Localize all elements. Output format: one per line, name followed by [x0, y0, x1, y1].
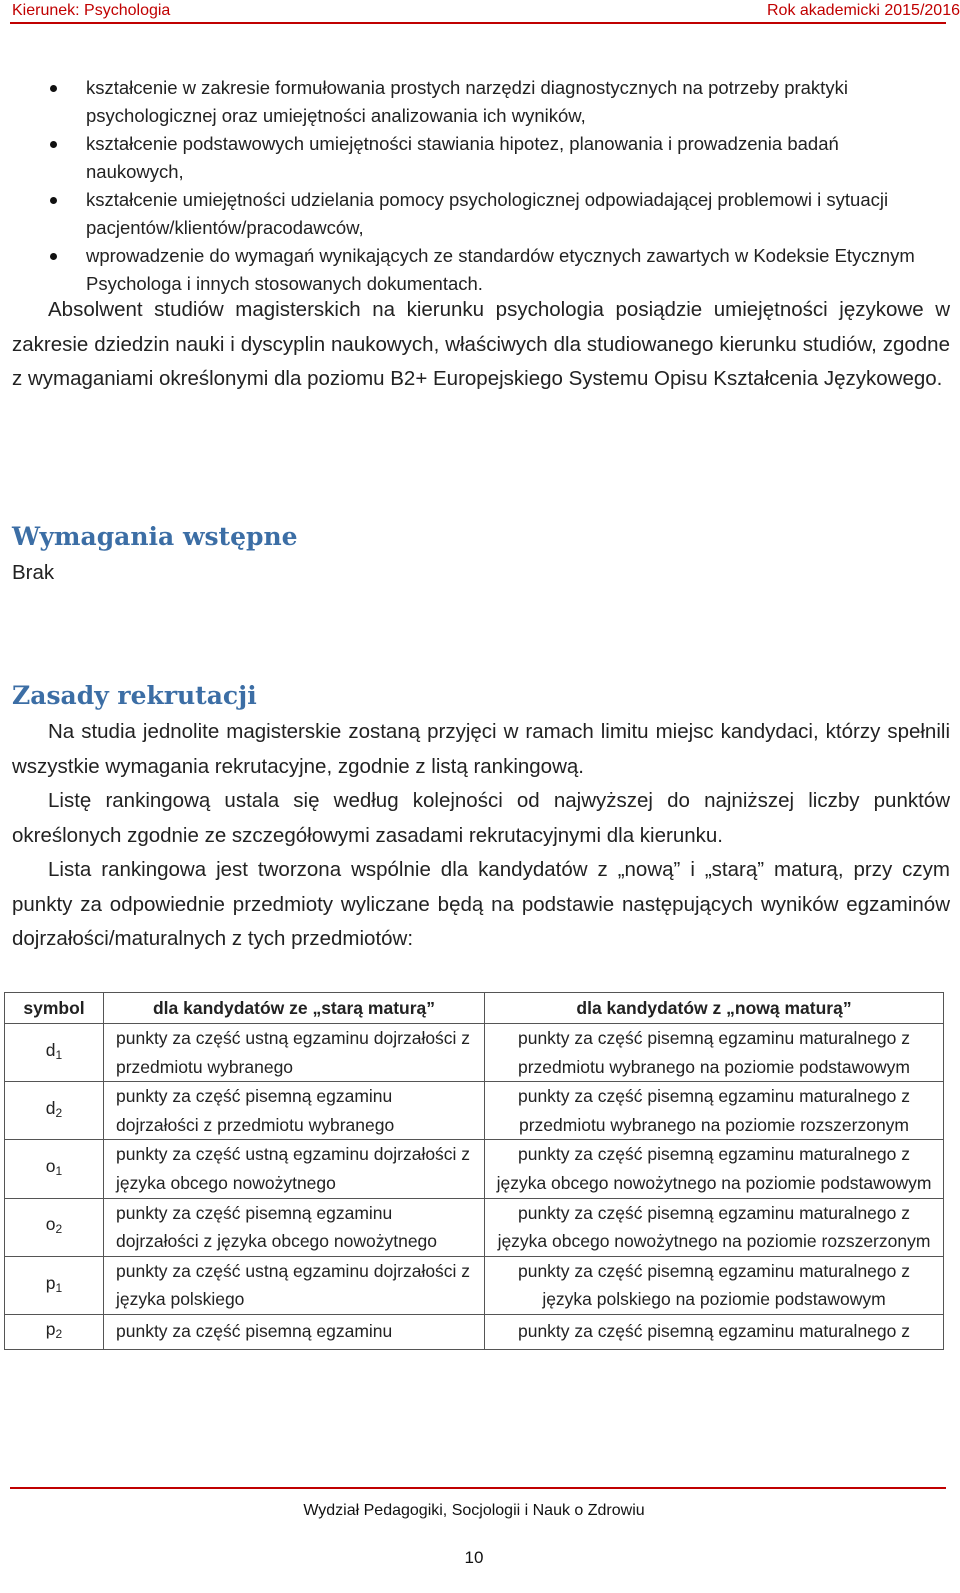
recruitment-paragraph-text: Lista rankingowa jest tworzona wspólnie dla kandydatów z „nową” i „starą” maturą, przy czym punkty za odpowiednie przedmioty wyliczane będą na podstawie następujących wyników egzaminów dojrzałości/maturalnych z tych przedmiotów:	[12, 858, 950, 950]
goals-list	[0, 74, 960, 298]
graduate-paragraph-text: Absolwent studiów magisterskich na kierunku psychologia posiądzie umiejętności językowe w zakresie dziedzin nauki i dyscyplin naukowych, właściwych dla studiowanego kierunku studiów, zgodne z wymaganiami określonymi dla poziomu B2+ Europejskiego Systemu Opisu Kształcenia Językowego.	[12, 298, 950, 390]
old-matura-cell: punkty za część ustną egzaminu dojrzałości z przedmiotu wybranego	[104, 1024, 485, 1082]
table-row	[5, 1140, 944, 1198]
new-matura-cell: punkty za część pisemną egzaminu maturalnego z przedmiotu wybranego na poziomie rozszerzonym	[485, 1082, 944, 1140]
table-header-row	[5, 993, 944, 1024]
prerequisites-heading: Wymagania wstępne	[12, 522, 298, 551]
table-row	[5, 1314, 944, 1349]
list-item: wprowadzenie do wymagań wynikających ze standardów etycznych zawartych w Kodeksie Etycznym Psychologa i innych stosowanych dokumentach.	[0, 242, 960, 298]
recruitment-paragraph-text: Listę rankingową ustala się według kolejności od najwyższej do najniższej liczby punktów określonych zgodnie ze szczegółowymi zasadami rekrutacyjnymi dla kierunku.	[12, 789, 950, 847]
header-field: Kierunek: Psychologia	[12, 2, 171, 19]
prerequisites-text: Brak	[12, 561, 55, 584]
recruitment-paragraph	[12, 715, 950, 784]
list-item: kształcenie umiejętności udzielania pomocy psychologicznej odpowiadającej problemowi i sytuacji pacjentów/klientów/pracodawców,	[0, 186, 960, 242]
page-header	[0, 0, 960, 22]
symbol-cell: $o_2$	[5, 1198, 104, 1256]
symbol-cell: $d_1$	[5, 1024, 104, 1082]
footer-faculty: Wydział Pedagogiki, Socjologii i Nauk o Zdrowiu	[303, 1502, 645, 1519]
header-divider	[10, 22, 946, 24]
new-matura-cell: punkty za część pisemną egzaminu maturalnego z	[485, 1314, 944, 1349]
scoring-table	[4, 992, 944, 1350]
new-matura-cell: punkty za część pisemną egzaminu maturalnego z języka polskiego na poziomie podstawowym	[485, 1256, 944, 1314]
recruitment-paragraph	[12, 853, 950, 957]
footer-divider	[10, 1487, 946, 1489]
old-matura-cell: punkty za część ustną egzaminu dojrzałości z języka polskiego	[104, 1256, 485, 1314]
symbol-cell: $p_2$	[5, 1314, 104, 1349]
symbol-cell: $p_1$	[5, 1256, 104, 1314]
column-header-symbol: symbol	[5, 993, 104, 1024]
old-matura-cell: punkty za część pisemną egzaminu dojrzałości z przedmiotu wybranego	[104, 1082, 485, 1140]
column-header-old-matura: dla kandydatów ze „starą maturą”	[104, 993, 485, 1024]
list-item: kształcenie podstawowych umiejętności stawiania hipotez, planowania i prowadzenia badań naukowych,	[0, 130, 960, 186]
table-row	[5, 1256, 944, 1314]
symbol-cell: $o_1$	[5, 1140, 104, 1198]
graduate-paragraph	[12, 293, 950, 397]
column-header-new-matura: dla kandydatów z „nową maturą”	[485, 993, 944, 1024]
recruitment-heading: Zasady rekrutacji	[12, 681, 257, 710]
recruitment-paragraph	[12, 784, 950, 853]
table-row	[5, 1024, 944, 1082]
symbol-cell: $d_2$	[5, 1082, 104, 1140]
recruitment-paragraph-text: Na studia jednolite magisterskie zostaną przyjęci w ramach limitu miejsc kandydaci, którzy spełnili wszystkie wymagania rekrutacyjne, zgodnie z listą rankingową.	[12, 720, 950, 778]
new-matura-cell: punkty za część pisemną egzaminu maturalnego z języka obcego nowożytnego na poziomie podstawowym	[485, 1140, 944, 1198]
old-matura-cell: punkty za część pisemną egzaminu dojrzałości z języka obcego nowożytnego	[104, 1198, 485, 1256]
new-matura-cell: punkty za część pisemną egzaminu maturalnego z przedmiotu wybranego na poziomie podstawowym	[485, 1024, 944, 1082]
new-matura-cell: punkty za część pisemną egzaminu maturalnego z języka obcego nowożytnego na poziomie rozszerzonym	[485, 1198, 944, 1256]
old-matura-cell: punkty za część ustną egzaminu dojrzałości z języka obcego nowożytnego	[104, 1140, 485, 1198]
table-row	[5, 1198, 944, 1256]
table-row	[5, 1082, 944, 1140]
old-matura-cell: punkty za część pisemną egzaminu	[104, 1314, 485, 1349]
page-number: 10	[464, 1548, 484, 1567]
list-item: kształcenie w zakresie formułowania prostych narzędzi diagnostycznych na potrzeby praktyki psychologicznej oraz umiejętności analizowania ich wyników,	[0, 74, 960, 130]
header-year: Rok akademicki 2015/2016	[766, 2, 960, 19]
